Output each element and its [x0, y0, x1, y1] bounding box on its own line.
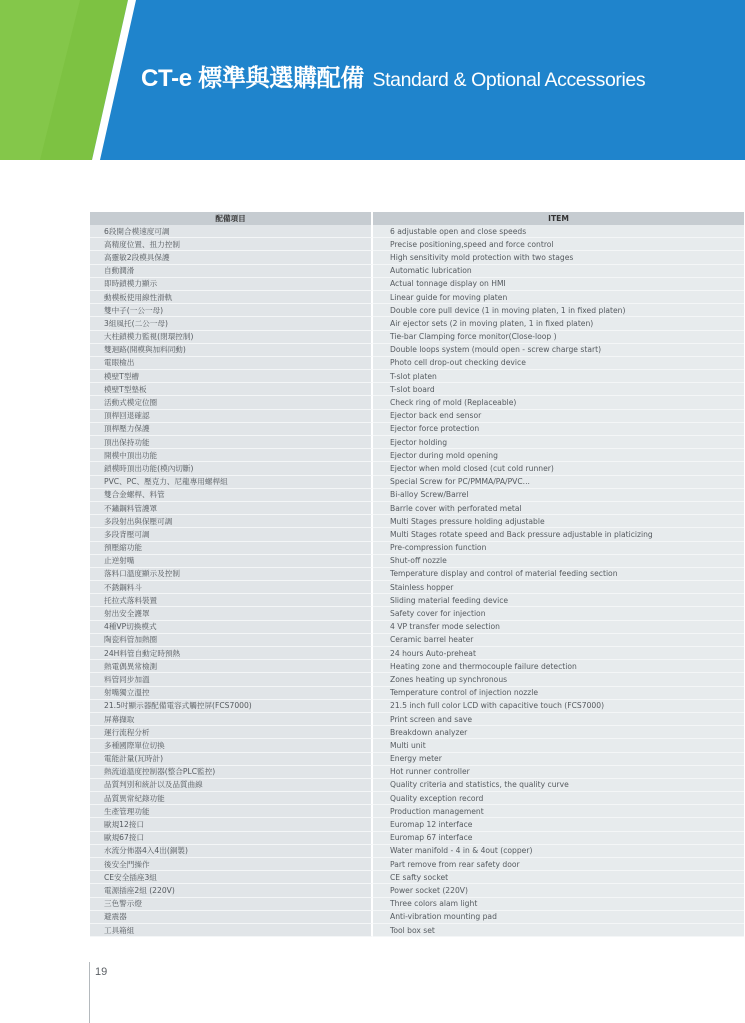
table-row [90, 911, 744, 924]
item-name-zh: 4種VP切換模式 [90, 621, 373, 634]
table-row [90, 726, 744, 739]
item-name-en: Water manifold - 4 in & 4out (copper) [373, 845, 744, 858]
item-name-en: Breakdown analyzer [373, 726, 744, 739]
item-name-zh: 即時鎖模力顯示 [90, 278, 373, 291]
table-row [90, 476, 744, 489]
item-name-en: Heating zone and thermocouple failure detection [373, 660, 744, 673]
item-name-en: Check ring of mold (Replaceable) [373, 396, 744, 409]
table-row [90, 634, 744, 647]
item-name-en: Safety cover for injection [373, 607, 744, 620]
item-name-zh: 頂桿回退確認 [90, 410, 373, 423]
item-name-en: Production management [373, 805, 744, 818]
table-row [90, 462, 744, 475]
item-name-en: Part remove from rear safety door [373, 858, 744, 871]
table-row [90, 607, 744, 620]
item-name-zh: 避震器 [90, 911, 373, 924]
item-name-zh: 止逆射嘴 [90, 555, 373, 568]
table-row [90, 779, 744, 792]
item-name-en: 21.5 inch full color LCD with capacitive touch (FCS7000) [373, 700, 744, 713]
item-name-zh: 開模中頂出功能 [90, 449, 373, 462]
table-row [90, 568, 744, 581]
item-name-en: Ejector force protection [373, 423, 744, 436]
table-row [90, 871, 744, 884]
table-row [90, 251, 744, 264]
item-name-en: Barrle cover with perforated metal [373, 502, 744, 515]
table-row [90, 449, 744, 462]
item-name-zh: 歐規12接口 [90, 818, 373, 831]
table-row [90, 317, 744, 330]
item-name-en: Linear guide for moving platen [373, 291, 744, 304]
table-row [90, 858, 744, 871]
item-name-zh: 鎖模時頂出功能(模內切斷) [90, 462, 373, 475]
item-name-zh: 多段背壓可調 [90, 528, 373, 541]
item-name-en: CE safty socket [373, 871, 744, 884]
table-row [90, 555, 744, 568]
item-name-en: Ejector holding [373, 436, 744, 449]
item-name-en: Photo cell drop-out checking device [373, 357, 744, 370]
item-name-zh: 多種國際單位切換 [90, 739, 373, 752]
table-row [90, 278, 744, 291]
table-row [90, 331, 744, 344]
item-name-en: Stainless hopper [373, 581, 744, 594]
table-row [90, 660, 744, 673]
table-header-row [90, 212, 744, 225]
item-name-en: Euromap 12 interface [373, 818, 744, 831]
item-name-en: Multi Stages rotate speed and Back pressure adjustable in platicizing [373, 528, 744, 541]
page-number: 19 [95, 966, 108, 978]
item-name-en: Actual tonnage display on HMI [373, 278, 744, 291]
item-name-en: High sensitivity mold protection with two stages [373, 251, 744, 264]
item-name-zh: 熱電偶異常檢測 [90, 660, 373, 673]
item-name-zh: 生產管理功能 [90, 805, 373, 818]
item-name-en: Ejector during mold opening [373, 449, 744, 462]
item-name-zh: 運行流程分析 [90, 726, 373, 739]
item-name-zh: 陶瓷料管加熱圈 [90, 634, 373, 647]
item-name-zh: 工具箱組 [90, 924, 373, 937]
item-name-zh: 多段射出與保壓可調 [90, 515, 373, 528]
table-row [90, 713, 744, 726]
item-name-en: Ceramic barrel heater [373, 634, 744, 647]
table-row [90, 423, 744, 436]
item-name-zh: 不鏽鋼料管護罩 [90, 502, 373, 515]
table-row [90, 542, 744, 555]
table-row [90, 845, 744, 858]
title-main: CT-e 標準與選購配備 [141, 65, 365, 92]
item-name-en: Three colors alam light [373, 898, 744, 911]
item-name-en: Ejector back end sensor [373, 410, 744, 423]
item-name-en: Special Screw for PC/PMMA/PA/PVC... [373, 476, 744, 489]
item-name-zh: 雙合金螺桿、料管 [90, 489, 373, 502]
item-name-en: Air ejector sets (2 in moving platen, 1 in fixed platen) [373, 317, 744, 330]
table-row [90, 621, 744, 634]
item-name-zh: 頂出保持功能 [90, 436, 373, 449]
table-row [90, 225, 744, 238]
table-row [90, 502, 744, 515]
table-row [90, 766, 744, 779]
item-name-en: Shut-off nozzle [373, 555, 744, 568]
table-row [90, 436, 744, 449]
table-row [90, 884, 744, 897]
item-name-en: Temperature control of injection nozzle [373, 687, 744, 700]
item-name-zh: 3組風托(二公一母) [90, 317, 373, 330]
item-name-zh: 6段開合模速度可調 [90, 225, 373, 238]
table-row [90, 238, 744, 251]
table-row [90, 818, 744, 831]
item-name-zh: 歐規67接口 [90, 832, 373, 845]
table-row [90, 357, 744, 370]
table-row [90, 792, 744, 805]
item-name-zh: 雙中子(一公一母) [90, 304, 373, 317]
item-name-zh: 高靈敏2段模具保護 [90, 251, 373, 264]
item-name-zh: 大柱鎖模力監視(閉環控制) [90, 331, 373, 344]
item-name-zh: 屏幕擷取 [90, 713, 373, 726]
item-name-en: Tool box set [373, 924, 744, 937]
item-name-en: Multi Stages pressure holding adjustable [373, 515, 744, 528]
table-row [90, 291, 744, 304]
item-name-en: T-slot platen [373, 370, 744, 383]
table-row [90, 410, 744, 423]
table-row [90, 898, 744, 911]
item-name-en: Zones heating up synchronous [373, 673, 744, 686]
item-name-en: Automatic lubrication [373, 265, 744, 278]
header-banner [0, 0, 745, 160]
table-row [90, 304, 744, 317]
item-name-zh: CE安全插座3組 [90, 871, 373, 884]
item-name-zh: 後安全門操作 [90, 858, 373, 871]
item-name-en: Power socket (220V) [373, 884, 744, 897]
item-name-en: Sliding material feeding device [373, 594, 744, 607]
item-name-en: 4 VP transfer mode selection [373, 621, 744, 634]
item-name-en: Anti-vibration mounting pad [373, 911, 744, 924]
item-name-zh: 電能計量(瓦時計) [90, 753, 373, 766]
item-name-zh: 落料口溫度顯示及控制 [90, 568, 373, 581]
item-name-zh: 料管同步加溫 [90, 673, 373, 686]
table-row [90, 383, 744, 396]
table-row [90, 528, 744, 541]
item-name-zh: PVC、PC、壓克力、尼龍專用螺桿組 [90, 476, 373, 489]
item-name-en: Double loops system (mould open - screw charge start) [373, 344, 744, 357]
table-row [90, 489, 744, 502]
item-name-zh: 品質判別和統計以及品質曲線 [90, 779, 373, 792]
table-row [90, 673, 744, 686]
table-row [90, 832, 744, 845]
item-name-zh: 高精度位置、扭力控制 [90, 238, 373, 251]
item-name-zh: 雙迴路(開模與加料同動) [90, 344, 373, 357]
table-row [90, 265, 744, 278]
footer-divider [89, 962, 90, 1023]
accessories-table [90, 212, 744, 937]
item-name-zh: 熱流道溫度控制器(整合PLC監控) [90, 766, 373, 779]
table-row [90, 344, 744, 357]
table-body [90, 225, 744, 937]
table-row [90, 700, 744, 713]
item-name-en: Quality criteria and statistics, the quality curve [373, 779, 744, 792]
item-name-zh: 電源插座2組 (220V) [90, 884, 373, 897]
item-name-en: Temperature display and control of material feeding section [373, 568, 744, 581]
item-name-en: Print screen and save [373, 713, 744, 726]
item-name-zh: 活動式模定位圈 [90, 396, 373, 409]
table-row [90, 594, 744, 607]
table-row [90, 805, 744, 818]
item-name-en: Quality exception record [373, 792, 744, 805]
item-name-zh: 21.5吋顯示器配備電容式觸控屏(FCS7000) [90, 700, 373, 713]
item-name-en: Hot runner controller [373, 766, 744, 779]
item-name-zh: 預壓縮功能 [90, 542, 373, 555]
item-name-zh: 動模板使用線性滑軌 [90, 291, 373, 304]
item-name-zh: 水流分佈器4入4出(銅製) [90, 845, 373, 858]
item-name-zh: 自動潤滑 [90, 265, 373, 278]
item-name-zh: 頂桿壓力保護 [90, 423, 373, 436]
table-row [90, 370, 744, 383]
item-name-zh: 射出安全護罩 [90, 607, 373, 620]
item-name-en: Ejector when mold closed (cut cold runner) [373, 462, 744, 475]
column-header-item-zh: 配備項目 [90, 212, 373, 225]
item-name-zh: 模壁T型槽 [90, 370, 373, 383]
column-header-item-en: ITEM [373, 212, 744, 225]
page-title [141, 58, 645, 93]
item-name-en: Energy meter [373, 753, 744, 766]
item-name-en: T-slot board [373, 383, 744, 396]
table-row [90, 739, 744, 752]
table-row [90, 515, 744, 528]
item-name-zh: 三色警示燈 [90, 898, 373, 911]
item-name-zh: 模壁T型墊板 [90, 383, 373, 396]
table-row [90, 687, 744, 700]
item-name-zh: 射嘴獨立溫控 [90, 687, 373, 700]
item-name-zh: 24H料管自動定時預熱 [90, 647, 373, 660]
item-name-en: Multi unit [373, 739, 744, 752]
item-name-zh: 電眼檢出 [90, 357, 373, 370]
table-row [90, 396, 744, 409]
title-sub: Standard & Optional Accessories [372, 69, 646, 91]
item-name-zh: 托拉式落料裝置 [90, 594, 373, 607]
item-name-zh: 不銹鋼料斗 [90, 581, 373, 594]
table-row [90, 753, 744, 766]
item-name-en: Euromap 67 interface [373, 832, 744, 845]
item-name-en: Pre-compression function [373, 542, 744, 555]
table-row [90, 924, 744, 937]
item-name-en: 24 hours Auto-preheat [373, 647, 744, 660]
table-row [90, 581, 744, 594]
item-name-zh: 品質異常紀錄功能 [90, 792, 373, 805]
item-name-en: 6 adjustable open and close speeds [373, 225, 744, 238]
item-name-en: Double core pull device (1 in moving platen, 1 in fixed platen) [373, 304, 744, 317]
item-name-en: Precise positioning,speed and force control [373, 238, 744, 251]
item-name-en: Tie-bar Clamping force monitor(Close-loop ) [373, 331, 744, 344]
item-name-en: Bi-alloy Screw/Barrel [373, 489, 744, 502]
table-row [90, 647, 744, 660]
